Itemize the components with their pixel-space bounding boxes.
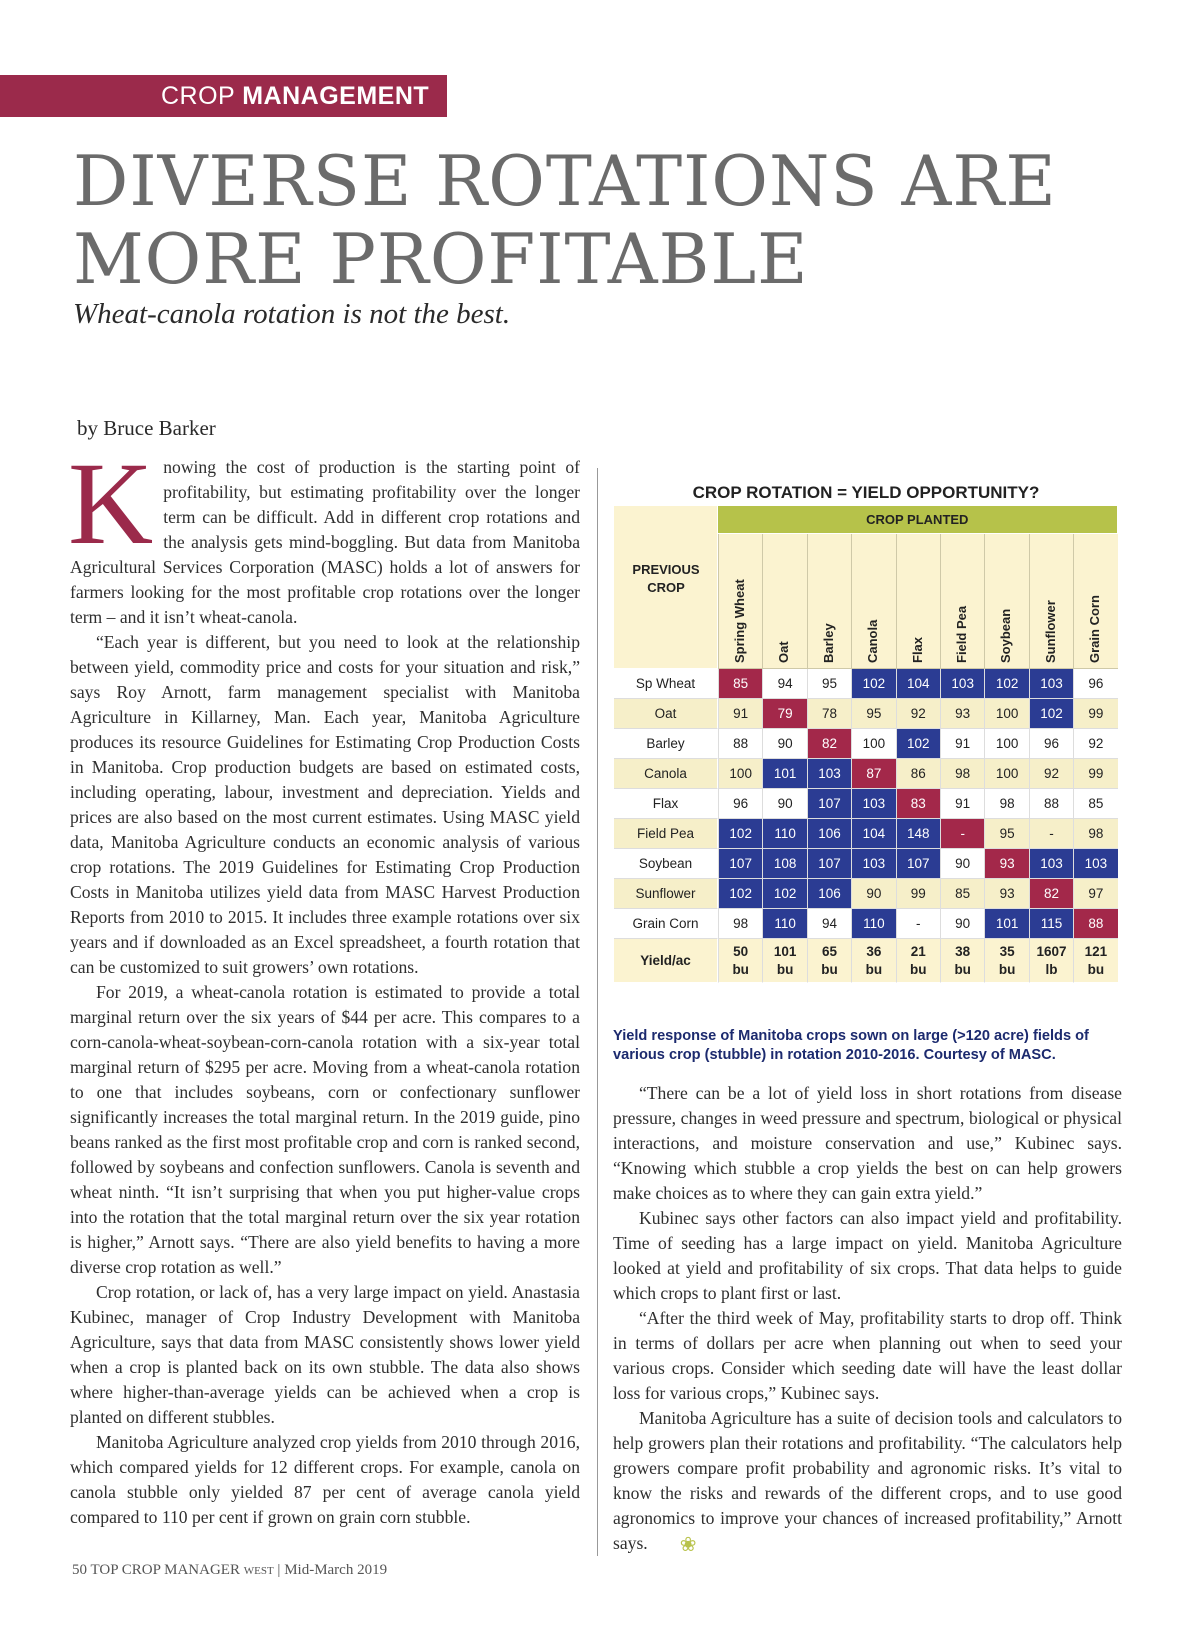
table-cell: 88 <box>1073 909 1117 939</box>
column-header-label: Sunflower <box>1042 600 1058 663</box>
table-cell: 95 <box>807 669 851 699</box>
issue-date: Mid-March 2019 <box>284 1562 388 1578</box>
table-cell: 98 <box>984 789 1028 819</box>
row-label: Grain Corn <box>614 909 718 939</box>
row-label: Sp Wheat <box>614 669 718 699</box>
table-cell: 85 <box>940 879 984 909</box>
page-number: 50 <box>72 1562 87 1578</box>
yield-unit: bu <box>776 961 794 977</box>
paragraph: Manitoba Agriculture has a suite of decision tools and calculators to help growers plan their rotations and profitability. “The calculators help growers compare profit probability and agronomic risks. It’s vital to know the risks and rewards of the different crops, and to use good agronomics to improve your chances of increased profitability,” Arnott says. ❀ <box>613 1408 1122 1556</box>
yield-value: 65 <box>821 943 837 959</box>
table-cell: 96 <box>718 789 762 819</box>
page-footer <box>72 1562 387 1579</box>
table-cell: 115 <box>1029 909 1073 939</box>
yield-unit: lb <box>1045 961 1058 977</box>
yield-cell <box>1073 939 1117 983</box>
table-cell: 82 <box>807 729 851 759</box>
magazine-region: WEST <box>243 1565 274 1577</box>
table-cell: 100 <box>984 729 1028 759</box>
yield-value: 50 <box>733 943 749 959</box>
yield-cell <box>718 939 762 983</box>
paragraph: Knowing the cost of production is the starting point of profitability, but estimating profitability over the longer term can be difficult. Add in different crop rotations and the analysis gets mind-boggling. But data from Manitoba Agricultural Services Corporation (MASC) holds a lot of answers for farmers looking for the most profitable crop rotations over the longer term – and it isn’t wheat-canola. <box>68 438 580 627</box>
table-cell: 108 <box>762 849 806 879</box>
table-cell: 91 <box>940 729 984 759</box>
table-cell: - <box>940 819 984 849</box>
yield-unit: bu <box>998 961 1016 977</box>
table-cell: 107 <box>896 849 940 879</box>
byline: by Bruce Barker <box>77 416 216 440</box>
table-cell: 110 <box>762 909 806 939</box>
table-cell: 104 <box>851 819 895 849</box>
table-cell: 110 <box>851 909 895 939</box>
section-label-light: CROP <box>161 82 235 110</box>
table-cell: 103 <box>1073 849 1117 879</box>
row-header-label: PREVIOUS CROP <box>632 562 700 595</box>
table-cell: 91 <box>718 699 762 729</box>
table-cell: 79 <box>762 699 806 729</box>
column-header-label: Soybean <box>998 608 1014 663</box>
table-cell: 102 <box>1029 699 1073 729</box>
table-cell: 93 <box>984 849 1028 879</box>
table-cell: 103 <box>1029 669 1073 699</box>
table-cell: 96 <box>1073 669 1117 699</box>
yield-value: 38 <box>955 943 971 959</box>
yield-cell <box>762 939 806 983</box>
yield-row-label: Yield/ac <box>614 939 718 983</box>
table-cell: 90 <box>762 789 806 819</box>
table-cell: 107 <box>807 849 851 879</box>
row-label: Flax <box>614 789 718 819</box>
table-cell: 86 <box>896 759 940 789</box>
table-cell: 82 <box>1029 879 1073 909</box>
column-header-label: Barley <box>820 623 836 663</box>
table-cell: 104 <box>896 669 940 699</box>
table-cell: 102 <box>718 819 762 849</box>
yield-value: 35 <box>999 943 1015 959</box>
table-cell: 93 <box>940 699 984 729</box>
column-header-label: Oat <box>776 641 792 663</box>
paragraph: “Each year is different, but you need to look at the relationship between yield, commodity price and costs for your situation and risk,” says Roy Arnott, farm management specialist with Manitoba Agriculture in Killarney, Man. Each year, Manitoba Agriculture produces its resource Guidelines for Estimating Crop Production Costs in Manitoba. Crop production budgets are based on estimated costs, including operating, labour, investment and depreciation. Yields and prices are also based on the most current estimates. Using MASC yield data, Manitoba Agriculture conducts an economic analysis of various crop rotations. The 2019 Guidelines for Estimating Crop Production Costs in Manitoba utilizes yield data from MASC Harvest Production Reports from 2010 to 2015. It includes three example rotations over six years and if downloaded as an Excel spreadsheet, a fourth rotation that can be customized to suit growers’ own rotations. <box>70 632 580 977</box>
table-cell: 83 <box>896 789 940 819</box>
table-cell: 103 <box>940 669 984 699</box>
table-cell: 91 <box>940 789 984 819</box>
table-cell: 103 <box>1029 849 1073 879</box>
table-cell: 99 <box>1073 759 1117 789</box>
right-column <box>613 1081 1122 1558</box>
table-cell: 100 <box>984 699 1028 729</box>
yield-value: 1607 <box>1036 943 1067 959</box>
yield-value: 101 <box>773 943 797 959</box>
yield-table <box>614 506 1118 1006</box>
table-cell: 92 <box>1073 729 1117 759</box>
table-cell: 103 <box>807 759 851 789</box>
table-cell: 93 <box>984 879 1028 909</box>
table-cell: 102 <box>762 879 806 909</box>
table-cell: 106 <box>807 819 851 849</box>
column-divider <box>597 468 598 1556</box>
table-cell: 92 <box>1029 759 1073 789</box>
table-cell: 148 <box>896 819 940 849</box>
yield-cell <box>940 939 984 983</box>
yield-unit: bu <box>865 961 883 977</box>
row-label: Barley <box>614 729 718 759</box>
table-cell: 90 <box>851 879 895 909</box>
table-cell: 95 <box>984 819 1028 849</box>
paragraph: For 2019, a wheat-canola rotation is estimated to provide a total marginal return over the six years of $44 per acre. This compares to a corn-canola-wheat-soybean-corn-canola rotation with a six-year total marginal return of $295 per acre. Moving from a wheat-canola rotation to one that includes soybeans, corn or confectionary sunflower significantly increases the total marginal return. In the 2019 guide, pino beans ranked as the first most profitable crop and corn is ranked second, followed by soybeans and confection sunflowers. Canola is seventh and wheat ninth. “It isn’t surprising that when you put higher-value crops into the rotation that the total marginal return over the six year rotation is higher,” Arnott says. “There are also yield benefits to having a more diverse crop rotation as well.” <box>70 982 580 1277</box>
section-label-bold: MANAGEMENT <box>242 82 430 110</box>
table-cell: 107 <box>718 849 762 879</box>
table-cell: 90 <box>940 849 984 879</box>
table-cell: 107 <box>807 789 851 819</box>
column-header-label: Flax <box>909 636 925 663</box>
table-cell: 90 <box>762 729 806 759</box>
table-cell: 101 <box>762 759 806 789</box>
row-label: Field Pea <box>614 819 718 849</box>
table-cell: 99 <box>896 879 940 909</box>
row-label: Oat <box>614 699 718 729</box>
paragraph: Kubinec says other factors can also impact yield and profitability. Time of seeding has a large impact on yield. Manitoba Agriculture looked at yield and profitability of six crops. That data helps to guide which crops to plant first or last. <box>613 1208 1122 1303</box>
table-cell: 94 <box>762 669 806 699</box>
chart-caption: Yield response of Manitoba crops sown on large (>120 acre) fields of various crop (stubble) in rotation 2010-2016. Courtesy of MASC. <box>613 1028 1089 1063</box>
crop-planted-banner: CROP PLANTED <box>718 506 1118 534</box>
table-cell: 92 <box>896 699 940 729</box>
footer-separator: | <box>277 1562 281 1578</box>
column-header-label: Grain Corn <box>1087 595 1103 663</box>
row-label: Sunflower <box>614 879 718 909</box>
drop-cap: K <box>68 438 154 569</box>
paragraph: Manitoba Agriculture analyzed crop yields from 2010 through 2016, which compared yields for 12 different crops. For example, canola on canola stubble only yielded 87 per cent of average canola yield compared to 110 per cent if grown on grain corn stubble. <box>70 1432 580 1527</box>
column-header-label: Spring Wheat <box>732 579 747 663</box>
yield-value: 121 <box>1084 943 1108 959</box>
table-cell: 106 <box>807 879 851 909</box>
table-cell: 100 <box>718 759 762 789</box>
table-cell: 102 <box>896 729 940 759</box>
row-label: Soybean <box>614 849 718 879</box>
table-cell: 96 <box>1029 729 1073 759</box>
table-cell: 90 <box>940 909 984 939</box>
yield-cell <box>807 939 851 983</box>
column-header-label: Canola <box>865 619 881 663</box>
yield-value: 36 <box>866 943 882 959</box>
table-cell: 98 <box>718 909 762 939</box>
table-cell: 102 <box>718 879 762 909</box>
maple-leaf-icon: ❀ <box>679 1534 697 1556</box>
column-header-label: Field Pea <box>954 605 969 663</box>
subhead: Wheat-canola rotation is not the best. <box>73 298 511 330</box>
table-cell: 88 <box>1029 789 1073 819</box>
paragraph: Crop rotation, or lack of, has a very large impact on yield. Anastasia Kubinec, manager of Crop Industry Development with Manitoba Agriculture, says that data from MASC consistently shows lower yield when a crop is planted back on its own stubble. The data also shows where higher-than-average yields can be achieved when a crop is planted on different stubbles. <box>70 1282 580 1427</box>
yield-cell <box>984 939 1028 983</box>
table-cell: 85 <box>718 669 762 699</box>
row-label: Canola <box>614 759 718 789</box>
section-banner <box>0 75 447 117</box>
headline: DIVERSE ROTATIONS ARE MORE PROFITABLE <box>73 142 1057 300</box>
table-cell: 87 <box>851 759 895 789</box>
table-cell: 100 <box>851 729 895 759</box>
yield-unit: bu <box>910 961 927 977</box>
left-column <box>68 438 580 1530</box>
chart-title: CROP ROTATION = YIELD OPPORTUNITY? <box>692 483 1040 502</box>
yield-cell <box>1029 939 1073 983</box>
table-cell: 103 <box>851 849 895 879</box>
table-cell: 102 <box>851 669 895 699</box>
yield-unit: bu <box>821 961 838 977</box>
yield-value: 21 <box>910 943 926 959</box>
yield-unit: bu <box>954 961 971 977</box>
table-cell: 98 <box>1073 819 1117 849</box>
table-cell: - <box>1029 819 1073 849</box>
table-cell: 102 <box>984 669 1028 699</box>
table-cell: 97 <box>1073 879 1117 909</box>
yield-cell <box>851 939 895 983</box>
table-cell: 78 <box>807 699 851 729</box>
table-cell: 94 <box>807 909 851 939</box>
table-cell: 85 <box>1073 789 1117 819</box>
table-cell: 101 <box>984 909 1028 939</box>
table-cell: 98 <box>940 759 984 789</box>
table-cell: 95 <box>851 699 895 729</box>
table-cell: 99 <box>1073 699 1117 729</box>
magazine-name: TOP CROP MANAGER <box>90 1562 240 1578</box>
table-cell: 100 <box>984 759 1028 789</box>
yield-unit: bu <box>1087 961 1105 977</box>
table-cell: 103 <box>851 789 895 819</box>
paragraph: “There can be a lot of yield loss in short rotations from disease pressure, changes in weed pressure and spectrum, biological or physical interactions, and moisture conservation and use,” Kubinec says. “Knowing which stubble a crop yields the best on can help growers make choices as to where they can gain extra yield.” <box>613 1083 1122 1203</box>
paragraph: “After the third week of May, profitability starts to drop off. Think in terms of dollars per acre when planning out when to seed your various crops. Consider which seeding date will have the least dollar loss for various crops,” Kubinec says. <box>613 1308 1122 1403</box>
yield-cell <box>896 939 940 983</box>
table-cell: 110 <box>762 819 806 849</box>
yield-unit: bu <box>732 961 749 977</box>
table-cell: 88 <box>718 729 762 759</box>
table-cell: - <box>896 909 940 939</box>
